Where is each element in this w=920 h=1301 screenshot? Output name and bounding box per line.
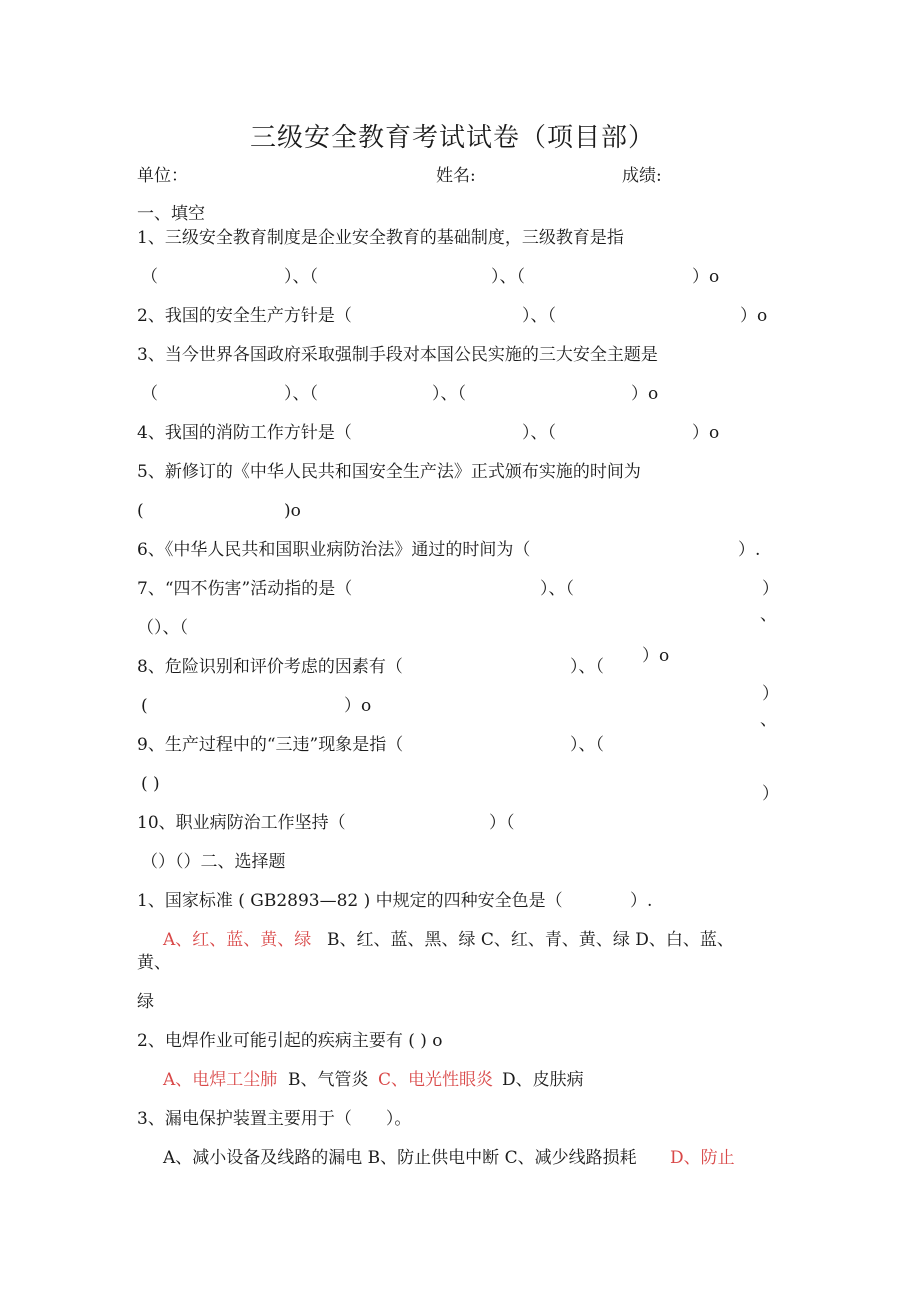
question-2: 2、我国的安全生产方针是（ [137, 306, 352, 326]
q5-blank-close: )o [284, 501, 301, 521]
q5-blank-open: ( [137, 501, 144, 521]
q1-blank-open: （ [141, 267, 158, 287]
question-3: 3、当今世界各国政府采取强制手段对本国公民实施的三大安全主题是 [137, 345, 658, 365]
question-8: 8、危险识别和评价考虑的因素有（ [137, 657, 403, 677]
q7-blank-close: ） [762, 579, 779, 599]
c3-options: A、减小设备及线路的漏电 B、防止供电中断 C、减少线路损耗 [163, 1148, 637, 1168]
page-title: 三级安全教育考试试卷（项目部） [250, 123, 656, 153]
q10-blank-sep: ）（ [489, 813, 515, 833]
q9-side-paren: ） [762, 784, 779, 804]
q8-side-paren: ） [762, 684, 779, 704]
c1-blank-close: ）. [630, 891, 653, 911]
c1-answer-option: A、红、蓝、黄、绿 [163, 930, 312, 950]
q7-blank-sep: ）、（ [540, 579, 574, 599]
question-9: 9、生产过程中的“三违”现象是指（ [137, 735, 404, 755]
q8-blank-sep: ）、（ [570, 657, 604, 677]
section-fill-title: 一、填空 [137, 204, 205, 224]
question-4: 4、我国的消防工作方针是（ [137, 423, 352, 443]
c2-option-d: D、皮肤病 [502, 1070, 584, 1090]
unit-label: 单位： [137, 166, 188, 186]
q9-line2: ( ) [141, 774, 160, 794]
q8-side-comma: 、 [760, 710, 777, 730]
q1-blank-sep1: ）、（ [284, 267, 318, 287]
score-label: 成绩: [622, 166, 662, 186]
q1-blank-close: ）o [692, 267, 720, 287]
q3-blank-sep1: ）、（ [284, 384, 318, 404]
c2-option-b: B、气管炎 [288, 1070, 369, 1090]
q2-blank-close: ）o [740, 306, 768, 326]
q3-blank-close: ）o [631, 384, 659, 404]
c3-answer-d: D、防止 [670, 1148, 735, 1168]
q9-blank-sep: ）、（ [570, 735, 604, 755]
q4-blank-sep: ）、（ [522, 423, 556, 443]
q3-blank-open: （ [141, 384, 158, 404]
c2-answer-c: C、电光性眼炎 [378, 1070, 494, 1090]
question-1: 1、三级安全教育制度是企业安全教育的基础制度，三级教育是指 [137, 228, 624, 248]
question-7: 7、“四不伤害”活动指的是（ [137, 579, 353, 599]
q3-blank-sep2: ）、（ [432, 384, 466, 404]
q4-blank-close: ）o [692, 423, 720, 443]
c1-option-wrap-2: 绿 [137, 992, 154, 1012]
q8-blank-close: ）o [642, 646, 670, 666]
q6-blank-close: ）. [738, 540, 761, 560]
question-5: 5、新修订的《中华人民共和国安全生产法》正式颁布实施的时间为 [137, 462, 641, 482]
section-choice-title: （）（）二、选择题 [141, 852, 286, 872]
q8-line2-close: ）o [344, 696, 372, 716]
c1-option-wrap: 黄、 [137, 953, 171, 973]
q7-blank-comma: 、 [760, 605, 777, 625]
q8-line2-open: ( [141, 696, 148, 716]
q2-blank-sep: ）、（ [522, 306, 556, 326]
choice-question-2: 2、电焊作业可能引起的疾病主要有 ( ) o [137, 1031, 443, 1051]
question-6: 6、《中华人民共和国职业病防治法》通过的时间为（ [137, 540, 531, 560]
q7-line2: （）、（ [137, 618, 188, 638]
name-label: 姓名: [436, 166, 476, 186]
question-10: 10、职业病防治工作坚持（ [137, 813, 346, 833]
choice-question-3: 3、漏电保护装置主要用于（ ）。 [137, 1109, 412, 1129]
c2-answer-a: A、电焊工尘肺 [163, 1070, 278, 1090]
choice-question-1: 1、国家标准 ( GB2893—82 ) 中规定的四种安全色是（ [137, 891, 563, 911]
c1-other-options: B、红、蓝、黑、绿 C、红、青、黄、绿 D、白、蓝、 [327, 930, 734, 950]
q1-blank-sep2: ）、（ [491, 267, 525, 287]
